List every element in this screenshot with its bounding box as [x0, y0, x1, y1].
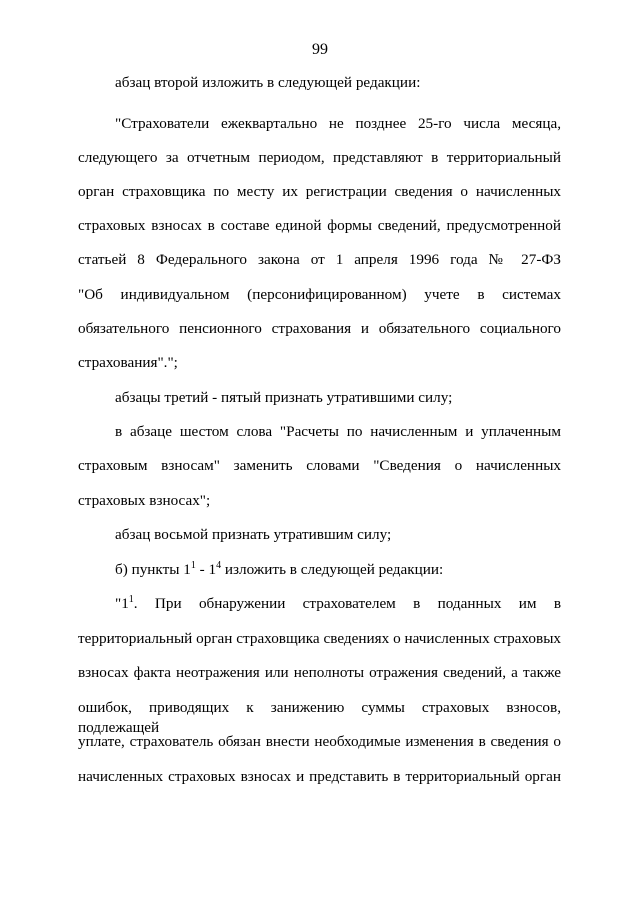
- text-line: в абзаце шестом слова "Расчеты по начисленным и уплаченным: [115, 423, 561, 440]
- text-line: взносах факта неотражения или неполноты отражения сведений, а также: [78, 664, 561, 681]
- text-line: [115, 560, 443, 580]
- text-line: "Страхователи ежеквартально не позднее 25-го числа месяца,: [115, 115, 561, 132]
- text-line: обязательного пенсионного страхования и обязательного социального: [78, 320, 561, 337]
- text-line: страховым взносам" заменить словами "Сведения о начисленных: [78, 457, 561, 474]
- text-line: страховых взносах в составе единой формы сведений, предусмотренной: [78, 217, 561, 234]
- text-fragment: . При обнаружении страхователем в поданных им в: [133, 595, 561, 612]
- text-fragment: "1: [115, 595, 129, 612]
- text-line: абзац второй изложить в следующей редакции:: [115, 74, 421, 91]
- text-line: орган страховщика по месту их регистрации сведения о начисленных: [78, 183, 561, 200]
- text-line: территориальный орган страховщика сведениях о начисленных страховых: [78, 630, 561, 647]
- text-line: абзац восьмой признать утратившим силу;: [115, 526, 392, 543]
- text-line: "Об индивидуальном (персонифицированном) учете в системах: [78, 286, 561, 303]
- text-line: страховых взносах";: [78, 492, 211, 509]
- text-line: ошибок, приводящих к занижению суммы страховых взносов, подлежащей: [78, 699, 561, 736]
- text-line: [115, 594, 561, 614]
- text-fragment: - 1: [195, 561, 217, 578]
- text-line: начисленных страховых взносах и представить в территориальный орган: [78, 768, 561, 785]
- page-number: 99: [312, 41, 328, 58]
- superscript: 1: [190, 559, 196, 571]
- text-line: статьей 8 Федерального закона от 1 апреля 1996 года № 27-ФЗ: [78, 251, 561, 268]
- superscript: 1: [128, 593, 134, 605]
- text-line: абзацы третий - пятый признать утратившими силу;: [115, 389, 453, 406]
- superscript: 4: [216, 559, 222, 571]
- text-fragment: изложить в следующей редакции:: [221, 561, 444, 578]
- text-fragment: б) пункты 1: [115, 561, 191, 578]
- text-line: уплате, страхователь обязан внести необходимые изменения в сведения о: [78, 733, 561, 750]
- text-line: следующего за отчетным периодом, представляют в территориальный: [78, 149, 561, 166]
- text-line: страхования".";: [78, 354, 178, 371]
